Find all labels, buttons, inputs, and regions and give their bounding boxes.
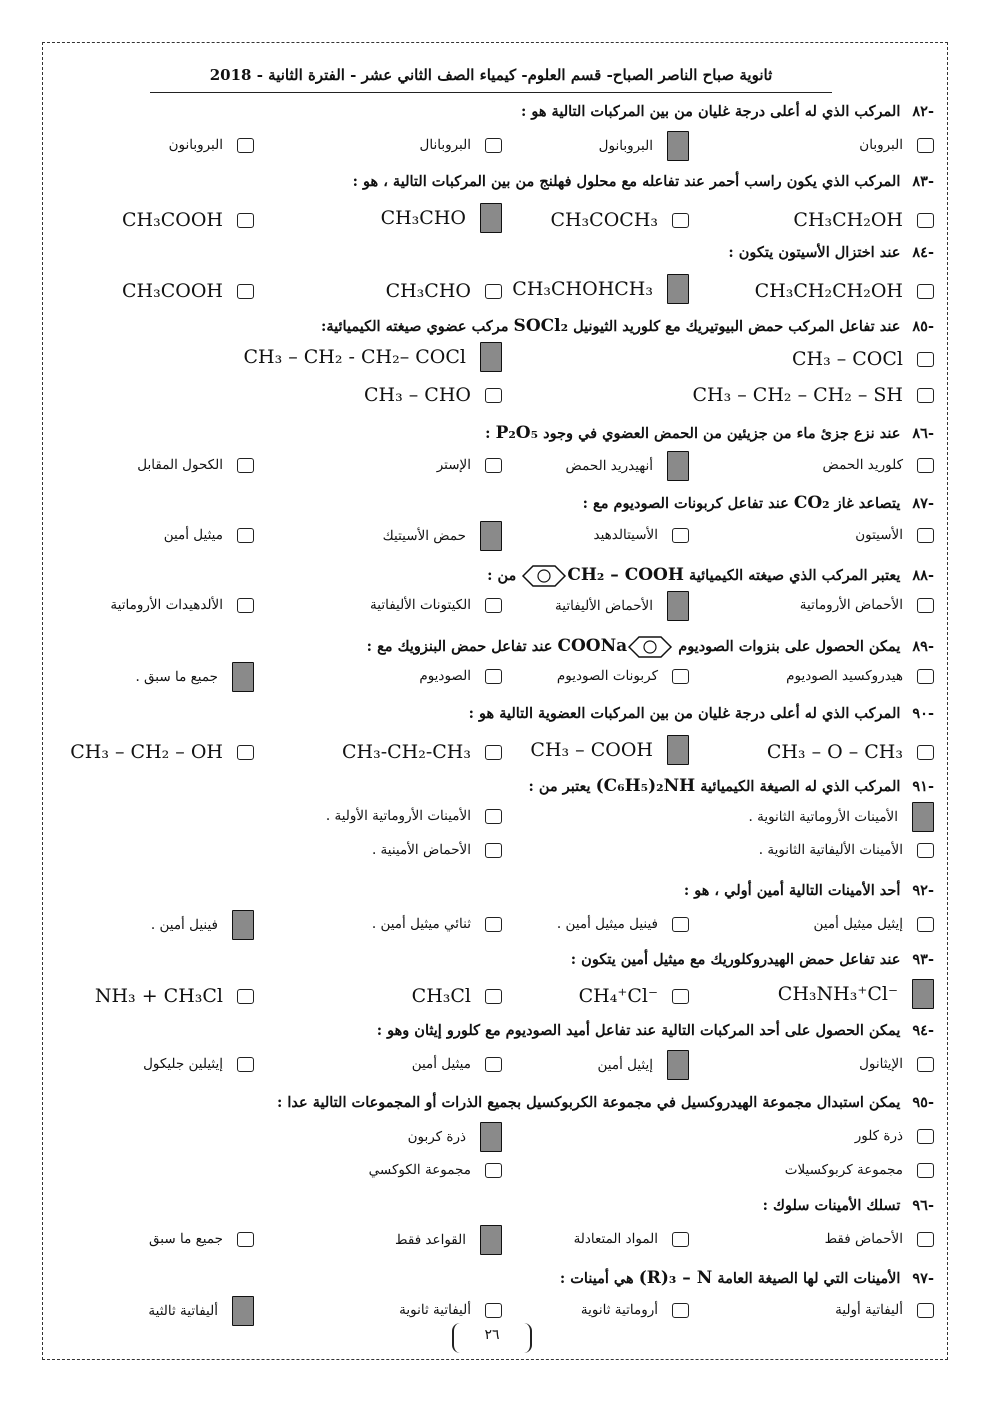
option-93-4[interactable]	[95, 985, 254, 1007]
option-97-3[interactable]	[399, 1302, 502, 1318]
checkbox[interactable]	[237, 284, 254, 299]
option-82-3[interactable]	[420, 137, 502, 153]
option-91-3[interactable]	[759, 842, 934, 858]
option-label: NH₃ + CH₃Cl	[94, 985, 223, 1007]
question-number: -٨٥	[912, 318, 934, 335]
option-label: CH₃CH₂OH	[793, 209, 903, 231]
question-text: المركب الذي له أعلى درجة غليان من بين المركبات العضوية التالية هو :	[468, 705, 901, 722]
option-label: CH₃CHOHCH₃	[512, 278, 653, 300]
option-91-4[interactable]	[372, 842, 502, 858]
option-96-4[interactable]	[149, 1231, 254, 1247]
option-label: ميثيل أمين	[163, 527, 223, 543]
checkbox[interactable]	[237, 598, 254, 613]
option-label: CH₃ – COOH	[530, 739, 653, 761]
question-number: -٩٢	[912, 882, 934, 899]
checkbox[interactable]	[672, 213, 689, 228]
question-82	[521, 103, 934, 120]
checkbox[interactable]	[917, 284, 934, 299]
option-label: CH₃ – CHO	[364, 384, 471, 406]
option-90-1[interactable]	[767, 741, 934, 763]
checkbox-checked[interactable]	[480, 342, 502, 372]
question-formula: CO₂	[793, 493, 830, 513]
option-label: الأمينات الأروماتية الأولية .	[325, 808, 471, 824]
option-96-1[interactable]	[825, 1231, 934, 1247]
option-86-2[interactable]	[566, 451, 689, 481]
checkbox[interactable]	[917, 388, 934, 403]
option-84-3[interactable]	[386, 280, 502, 302]
question-number: -٨٢	[912, 103, 934, 120]
question-text-continued: مركب عضوي صيغته الكيميائية:	[320, 318, 509, 335]
question-text-continued: :	[485, 425, 491, 442]
checkbox-checked[interactable]	[667, 274, 689, 304]
question-text: المركب الذي يكون راسب أحمر عند تفاعله مع محلول فهلنج من بين المركبات التالية ، هو :	[352, 173, 901, 190]
option-93-1[interactable]	[778, 979, 934, 1009]
option-label: مجموعة كربوكسيلات	[784, 1162, 903, 1178]
checkbox[interactable]	[485, 458, 502, 473]
checkbox-checked[interactable]	[232, 662, 254, 692]
option-label: جميع ما سبق .	[135, 669, 218, 685]
checkbox[interactable]	[237, 1232, 254, 1247]
checkbox[interactable]	[917, 458, 934, 473]
question-text: تسلك الأمينات سلوك :	[762, 1197, 901, 1214]
checkbox[interactable]	[917, 917, 934, 932]
question-90	[469, 705, 934, 722]
question-text: عند نزع جزئ ماء من جزيئين من الحمض العضوي في وجود	[543, 425, 901, 442]
option-97-2[interactable]	[581, 1302, 689, 1318]
option-label: البروبانون	[168, 137, 223, 153]
option-94-1[interactable]	[859, 1056, 934, 1072]
question-84	[728, 244, 934, 261]
option-88-1[interactable]	[800, 597, 934, 613]
option-label: الإستر	[436, 457, 471, 473]
option-label: ثنائي ميثيل أمين .	[371, 916, 471, 932]
option-label: إيثيل أمين	[597, 1057, 653, 1073]
option-label: البروبانول	[598, 138, 653, 154]
question-text-continued: من :	[487, 567, 517, 584]
option-label: المواد المتعادلة	[573, 1231, 658, 1247]
option-94-3[interactable]	[412, 1056, 502, 1072]
question-number: -٩٠	[912, 705, 934, 722]
option-label: الأمينات الأليفاتية الثانوية .	[758, 842, 903, 858]
option-label: CH₃COCH₃	[550, 209, 658, 231]
checkbox-checked[interactable]	[912, 802, 934, 832]
question-number: -٨٤	[912, 244, 934, 261]
option-label: الأسيتالدهيد	[593, 527, 658, 543]
option-label: فينيل أمين .	[150, 917, 218, 933]
question-formula: COONa	[557, 636, 628, 656]
checkbox[interactable]	[917, 528, 934, 543]
option-label: مجموعة الكوكسي	[368, 1162, 471, 1178]
option-label: فينيل ميثيل أمين .	[556, 916, 658, 932]
option-label: ميثيل أمين	[411, 1056, 471, 1072]
option-label: ذرة كربون	[407, 1129, 466, 1145]
option-label: جميع ما سبق	[149, 1231, 223, 1247]
option-85-4[interactable]	[364, 384, 502, 406]
checkbox[interactable]	[237, 528, 254, 543]
option-label: إيثيل ميثيل أمين	[813, 916, 903, 932]
checkbox[interactable]	[485, 138, 502, 153]
option-89-1[interactable]	[786, 668, 934, 684]
option-96-2[interactable]	[574, 1231, 689, 1247]
checkbox[interactable]	[672, 989, 689, 1004]
option-83-1[interactable]	[793, 209, 934, 231]
checkbox[interactable]	[485, 598, 502, 613]
question-text-continued: عند تفاعل حمض البنزويك مع :	[366, 638, 553, 655]
option-92-2[interactable]	[557, 916, 689, 932]
option-84-2[interactable]	[512, 274, 689, 304]
option-label: CH₃ – CH₂ - CH₂– COCl	[243, 346, 466, 368]
option-97-1[interactable]	[835, 1302, 934, 1318]
option-86-4[interactable]	[137, 457, 254, 473]
option-89-4[interactable]	[135, 662, 254, 692]
benzene-ring-icon	[627, 634, 673, 660]
option-85-2[interactable]	[243, 342, 502, 372]
option-label: أليفاتية أولية	[835, 1302, 903, 1318]
option-label: كلوريد الحمض	[822, 457, 903, 473]
question-text: يتصاعد غاز	[834, 495, 901, 512]
question-text: يمكن الحصول على أحد المركبات التالية عند تفاعل أميد الصوديوم مع كلورو إيثان وهو :	[376, 1022, 901, 1039]
option-95-2[interactable]	[408, 1122, 502, 1152]
question-text-continued: عند تفاعل كربونات الصوديوم مع :	[582, 495, 789, 512]
option-90-3[interactable]	[342, 741, 502, 763]
option-82-1[interactable]	[859, 137, 934, 153]
option-label: CH₃ – O – CH₃	[766, 741, 903, 763]
option-label: الأحماض الأروماتية	[799, 597, 903, 613]
option-84-4[interactable]	[122, 280, 254, 302]
option-label: الأحماض الأمينية .	[371, 842, 471, 858]
option-label: CH₄⁺Cl⁻	[578, 985, 658, 1007]
option-label: الأمينات الأروماتية الثانوية .	[748, 809, 898, 825]
checkbox-checked[interactable]	[667, 131, 689, 161]
option-93-2[interactable]	[579, 985, 689, 1007]
option-label: أنهيدريد الحمض	[565, 458, 653, 474]
option-label: CH₃COOH	[122, 280, 223, 302]
option-87-1[interactable]	[855, 527, 934, 543]
option-label: CH₃ – CH₂ – CH₂ – SH	[692, 384, 903, 406]
question-number: -٨٣	[912, 173, 934, 190]
checkbox-checked[interactable]	[480, 521, 502, 551]
checkbox[interactable]	[237, 1057, 254, 1072]
option-94-4[interactable]	[143, 1056, 254, 1072]
option-label: أروماتية ثانوية	[580, 1302, 658, 1318]
option-label: الكحول المقابل	[137, 457, 223, 473]
question-89	[367, 634, 934, 660]
checkbox-checked[interactable]	[667, 591, 689, 621]
question-text: عند تفاعل حمض الهيدروكلوريك مع ميثيل أمين يتكون :	[570, 951, 901, 968]
checkbox[interactable]	[485, 843, 502, 858]
checkbox[interactable]	[485, 745, 502, 760]
option-label: حمض الأسيتيك	[382, 528, 466, 544]
option-label: القواعد فقط	[395, 1232, 466, 1248]
option-90-4[interactable]	[70, 741, 254, 763]
question-text: يمكن استبدال مجموعة الهيدروكسيل في مجموعة الكربوكسيل بجميع الذرات أو المجموعات التالية عدا :	[276, 1094, 901, 1111]
option-82-2[interactable]	[599, 131, 689, 161]
checkbox[interactable]	[672, 669, 689, 684]
checkbox-checked[interactable]	[667, 1050, 689, 1080]
checkbox[interactable]	[917, 669, 934, 684]
checkbox[interactable]	[485, 1303, 502, 1318]
checkbox[interactable]	[917, 352, 934, 367]
option-label: CH₃CH₂CH₂OH	[754, 280, 903, 302]
checkbox[interactable]	[485, 388, 502, 403]
checkbox[interactable]	[917, 1232, 934, 1247]
checkbox[interactable]	[917, 745, 934, 760]
checkbox-checked[interactable]	[480, 1122, 502, 1152]
question-96	[763, 1197, 934, 1214]
option-95-4[interactable]	[369, 1162, 502, 1178]
question-text: يعتبر المركب الذي صيغته الكيميائية	[689, 567, 901, 584]
checkbox[interactable]	[672, 528, 689, 543]
option-82-4[interactable]	[169, 137, 254, 153]
question-87	[583, 493, 934, 513]
checkbox[interactable]	[672, 917, 689, 932]
option-83-3[interactable]	[381, 203, 502, 233]
question-text: عند اختزال الأسيتون يتكون :	[728, 244, 901, 261]
checkbox[interactable]	[672, 1303, 689, 1318]
question-text: الأمينات التي لها الصيغة العامة	[717, 1270, 901, 1287]
checkbox-checked[interactable]	[232, 1296, 254, 1326]
checkbox-checked[interactable]	[480, 1225, 502, 1255]
option-91-1[interactable]	[749, 802, 935, 832]
checkbox[interactable]	[917, 1163, 934, 1178]
checkbox-checked[interactable]	[667, 451, 689, 481]
checkbox-checked[interactable]	[912, 979, 934, 1009]
question-92	[684, 882, 934, 899]
checkbox[interactable]	[485, 917, 502, 932]
option-label: إيثيلين جليكول	[143, 1056, 223, 1072]
question-number: -٩١	[912, 778, 934, 795]
question-number: -٨٦	[912, 425, 934, 442]
option-89-2[interactable]	[557, 668, 689, 684]
question-86	[485, 423, 934, 443]
option-label: ذرة كلور	[854, 1128, 903, 1144]
checkbox[interactable]	[485, 809, 502, 824]
option-86-1[interactable]	[823, 457, 934, 473]
option-label: الأسيتون	[855, 527, 903, 543]
checkbox-checked[interactable]	[480, 203, 502, 233]
option-86-3[interactable]	[437, 457, 502, 473]
checkbox[interactable]	[237, 138, 254, 153]
option-95-1[interactable]	[855, 1128, 934, 1144]
benzene-ring-icon	[521, 563, 567, 589]
option-label: الأحماض الأليفاتية	[555, 598, 653, 614]
checkbox[interactable]	[237, 989, 254, 1004]
page-number: ٢٦	[452, 1323, 532, 1353]
question-text-continued: هي أمينات :	[559, 1270, 634, 1287]
checkbox[interactable]	[917, 598, 934, 613]
option-label: CH₃COOH	[122, 209, 223, 231]
checkbox[interactable]	[237, 213, 254, 228]
question-83	[353, 173, 934, 190]
option-label: البروبانال	[419, 137, 471, 153]
question-number: -٩٦	[912, 1197, 934, 1214]
question-number: -٩٧	[912, 1270, 934, 1287]
question-formula: (R)₃ – N	[638, 1268, 713, 1288]
question-number: -٩٥	[912, 1094, 934, 1111]
option-92-4[interactable]	[151, 910, 254, 940]
option-label: كربونات الصوديوم	[556, 668, 658, 684]
option-label: CH₃-CH₂-CH₃	[341, 741, 471, 763]
question-number: -٨٩	[912, 638, 934, 655]
question-formula: SOCl₂	[513, 316, 569, 336]
option-88-3[interactable]	[370, 597, 502, 613]
option-label: الألدهيدات الأروماتية	[110, 597, 223, 613]
question-85	[321, 316, 934, 336]
option-label: الصوديوم	[419, 668, 471, 684]
checkbox[interactable]	[485, 669, 502, 684]
option-96-3[interactable]	[395, 1225, 502, 1255]
option-85-3[interactable]	[693, 384, 935, 406]
option-label: CH₃ – CH₂ – OH	[70, 741, 223, 763]
option-label: الإيثانول	[859, 1056, 903, 1072]
option-label: البروبان	[859, 137, 903, 153]
option-90-2[interactable]	[530, 735, 689, 765]
question-formula: P₂O₅	[495, 423, 539, 443]
question-text: المركب الذي له أعلى درجة غليان من بين المركبات التالية هو :	[520, 103, 901, 120]
option-label: أليفاتية ثانوية	[399, 1302, 471, 1318]
page-header: ثانوية صباح الناصر الصباح- قسم العلوم- كيمياء الصف الثاني عشر - الفترة الثانية - 2018	[150, 66, 832, 93]
question-91	[528, 776, 934, 796]
option-label: الكيتونات الأليفاتية	[370, 597, 471, 613]
checkbox-checked[interactable]	[232, 910, 254, 940]
option-95-3[interactable]	[785, 1162, 934, 1178]
checkbox[interactable]	[917, 1057, 934, 1072]
option-92-3[interactable]	[372, 916, 502, 932]
option-92-1[interactable]	[814, 916, 934, 932]
question-number: -٩٣	[912, 951, 934, 968]
option-91-2[interactable]	[326, 808, 502, 824]
question-94	[377, 1022, 934, 1039]
checkbox[interactable]	[485, 1057, 502, 1072]
question-text: المركب الذي له الصيغة الكيميائية	[700, 778, 901, 795]
checkbox[interactable]	[917, 138, 934, 153]
option-89-3[interactable]	[419, 668, 502, 684]
option-label: CH₃NH₃⁺Cl⁻	[777, 983, 898, 1005]
question-number: -٨٨	[912, 567, 934, 584]
checkbox[interactable]	[917, 213, 934, 228]
checkbox[interactable]	[917, 1129, 934, 1144]
option-87-3[interactable]	[383, 521, 502, 551]
checkbox[interactable]	[237, 458, 254, 473]
option-label: هيدروكسيد الصوديوم	[786, 668, 903, 684]
checkbox[interactable]	[672, 1232, 689, 1247]
option-97-4[interactable]	[148, 1296, 254, 1326]
option-88-4[interactable]	[110, 597, 254, 613]
checkbox[interactable]	[917, 843, 934, 858]
option-label: CH₃ – COCl	[791, 348, 903, 370]
question-97	[560, 1268, 934, 1288]
question-formula: (C₆H₅)₂NH	[595, 776, 696, 796]
checkbox[interactable]	[485, 1163, 502, 1178]
option-label: أليفاتية ثالثية	[148, 1303, 218, 1319]
option-label: CH₃CHO	[385, 280, 471, 302]
option-label: CH₃CHO	[380, 207, 466, 229]
option-84-1[interactable]	[755, 280, 934, 302]
option-93-3[interactable]	[412, 985, 502, 1007]
question-text: يمكن الحصول على بنزوات الصوديوم	[678, 638, 901, 655]
option-83-4[interactable]	[122, 209, 254, 231]
checkbox[interactable]	[485, 284, 502, 299]
option-87-2[interactable]	[593, 527, 689, 543]
option-83-2[interactable]	[550, 209, 689, 231]
option-87-4[interactable]	[164, 527, 254, 543]
question-number: -٩٤	[912, 1022, 934, 1039]
question-number: -٨٧	[912, 495, 934, 512]
question-text-continued: يعتبر من :	[528, 778, 591, 795]
checkbox[interactable]	[237, 745, 254, 760]
checkbox-checked[interactable]	[667, 735, 689, 765]
option-88-2[interactable]	[555, 591, 689, 621]
checkbox[interactable]	[917, 1303, 934, 1318]
checkbox[interactable]	[485, 989, 502, 1004]
option-85-1[interactable]	[792, 348, 934, 370]
question-text: أحد الأمينات التالية أمين أولي ، هو :	[683, 882, 901, 899]
question-formula: CH₂ – COOH	[567, 565, 684, 585]
option-label: الأحماض فقط	[824, 1231, 903, 1247]
question-93	[571, 951, 934, 968]
question-95	[277, 1094, 934, 1111]
question-88	[487, 563, 934, 589]
question-text: عند تفاعل المركب حمض البيوتيريك مع كلوريد الثيونيل	[573, 318, 901, 335]
option-label: CH₃Cl	[411, 985, 471, 1007]
option-94-2[interactable]	[597, 1050, 689, 1080]
